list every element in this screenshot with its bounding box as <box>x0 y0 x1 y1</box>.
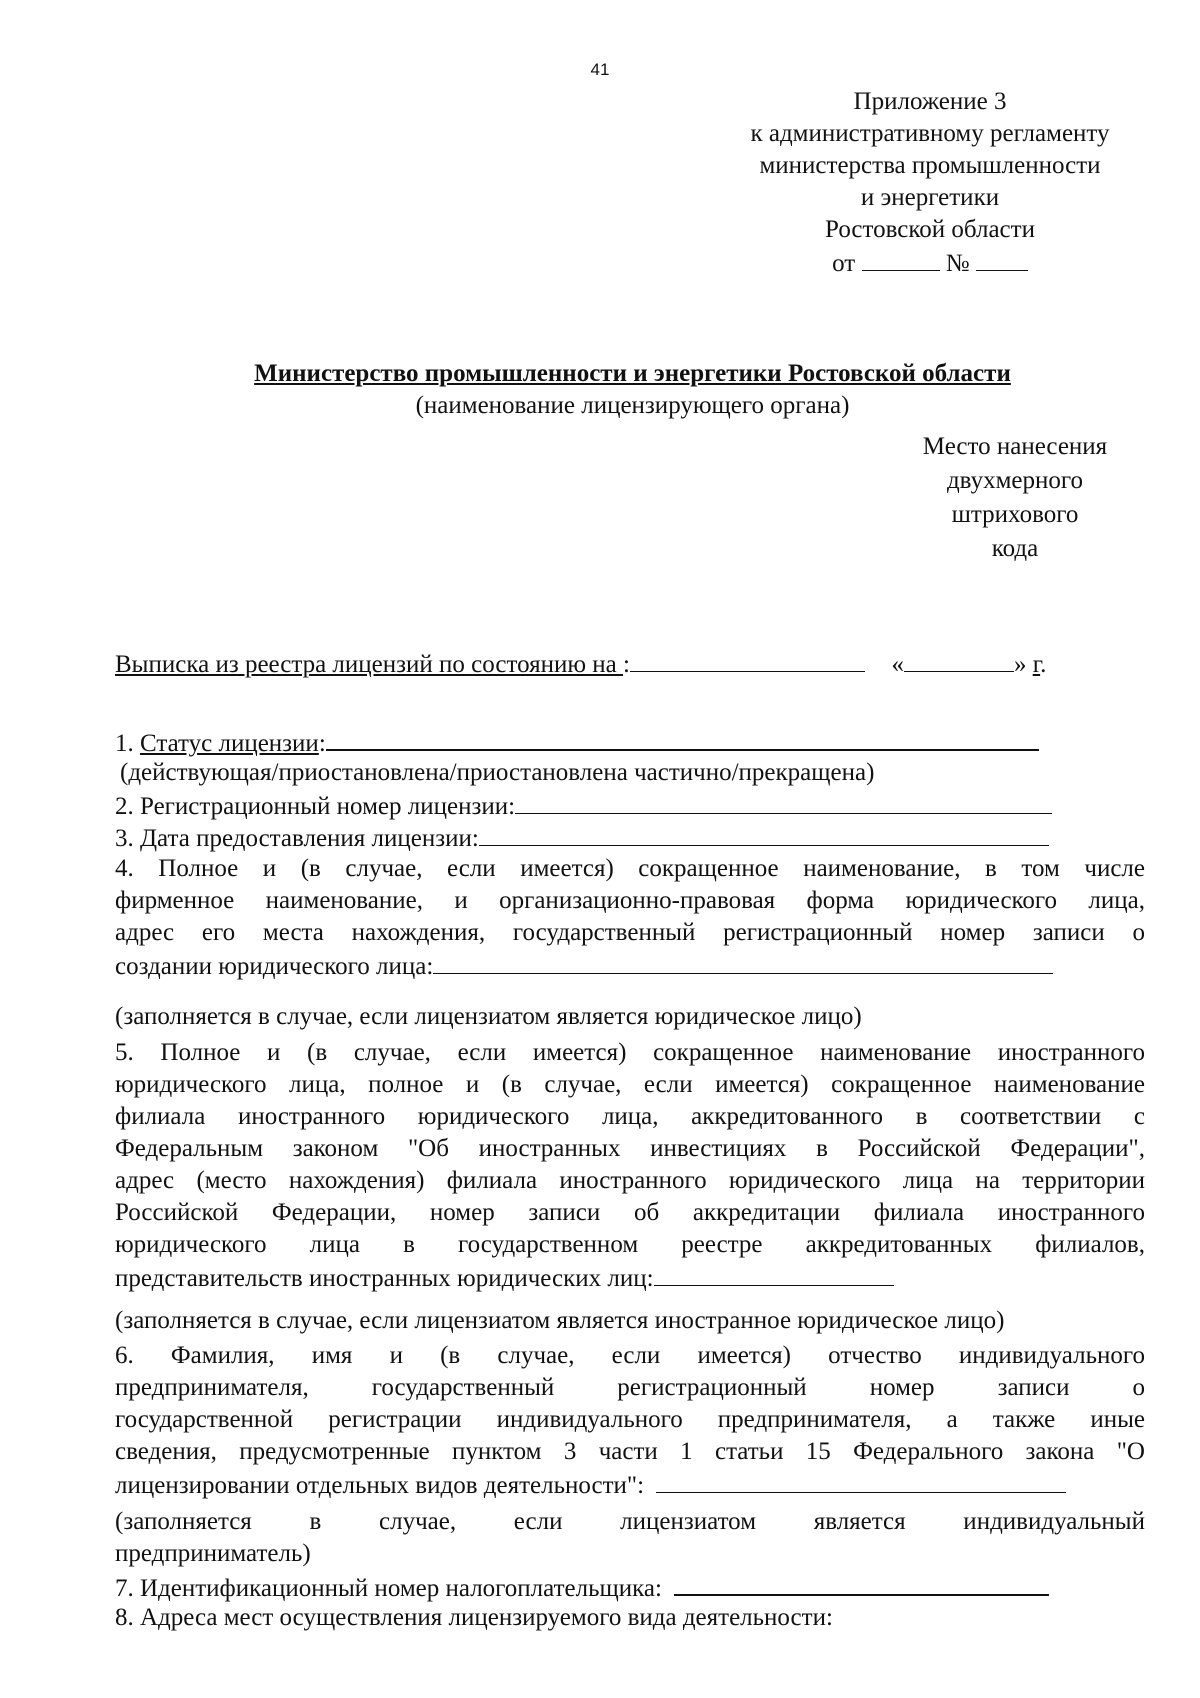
item-7-label: 7. Идентификационный номер налогоплательщика: <box>115 1575 662 1602</box>
extract-colon: : <box>623 651 630 678</box>
item-5-line: Федеральным законом "Об иностранных инвестициях в Российской Федерации", <box>115 1135 1145 1162</box>
extract-date-blank <box>630 647 865 672</box>
year-dot: . <box>1040 651 1047 678</box>
ministry-block <box>0 358 1200 422</box>
item-5-line: филиала иностранного юридического лица, аккредитованного в соответствии с <box>115 1103 1145 1130</box>
item-5-line: адрес (место нахождения) филиала иностранного юридического лица на территории <box>115 1167 1145 1194</box>
item-5-last-line <box>115 1261 1145 1295</box>
item-5-line: 5. Полное и (в случае, если имеется) сокращенное наименование иностранного <box>115 1039 1145 1066</box>
item-3 <box>115 821 1145 855</box>
item-6-line: предпринимателя, государственный регистрационный номер записи о <box>115 1374 1145 1401</box>
item-4 <box>115 853 1145 983</box>
extract-label: Выписка из реестра лицензий по состоянию на <box>115 651 623 678</box>
item-4-line: адрес его места нахождения, государственный регистрационный номер записи о <box>115 919 1145 946</box>
quote-close: » <box>1013 651 1027 678</box>
item-5-line: юридического лица, полное и (в случае, если имеется) сокращенное наименование <box>115 1071 1145 1098</box>
item-6-blank <box>656 1468 1066 1493</box>
barcode-line: штрихового <box>951 501 1079 528</box>
item-5-line: Российской Федерации, номер записи об аккредитации филиала иностранного <box>115 1199 1145 1226</box>
day-blank <box>904 647 1014 672</box>
item-3-label: 3. Дата предоставления лицензии: <box>115 825 479 852</box>
appendix-date-line <box>700 246 1160 280</box>
from-label: от <box>832 250 856 277</box>
appendix-line: и энергетики <box>860 184 1000 211</box>
extract-line <box>115 647 1145 681</box>
appendix-line: Приложение 3 <box>853 88 1007 115</box>
item-5-blank <box>654 1261 894 1286</box>
item-6-note <box>115 1506 1145 1570</box>
item-5-line: представительств иностранных юридических лиц: <box>115 1265 654 1292</box>
page-number: 41 <box>590 60 610 79</box>
item-6-line: 6. Фамилия, имя и (в случае, если имеется) отчество индивидуального <box>115 1342 1145 1369</box>
barcode-line: двухмерного <box>946 467 1084 494</box>
quote-open: « <box>891 651 904 678</box>
barcode-placeholder <box>900 430 1130 566</box>
item-1-colon: : <box>318 730 326 757</box>
number-sign: № <box>945 250 970 277</box>
item-4-note: (заполняется в случае, если лицензиатом является юридическое лицо) <box>115 1003 862 1030</box>
item-2-label: 2. Регистрационный номер лицензии: <box>115 793 516 820</box>
item-7-blank <box>674 1570 1049 1596</box>
item-7 <box>115 1570 1145 1605</box>
item-1-label: Статус лицензии <box>140 730 319 757</box>
item-2 <box>115 789 1145 823</box>
item-4-last-line <box>115 949 1145 983</box>
item-6-line: лицензировании отдельных видов деятельности": <box>115 1472 645 1499</box>
item-4-line: создании юридического лица: <box>115 953 434 980</box>
item-1-blank <box>326 725 1039 751</box>
item-1-note: (действующая/приостановлена/приостановлена частично/прекращена) <box>120 759 875 786</box>
item-1-number: 1. <box>115 730 140 757</box>
barcode-line: кода <box>991 535 1039 562</box>
item-4-blank <box>433 949 1053 974</box>
item-6-line: государственной регистрации индивидуального предпринимателя, а также иные <box>115 1406 1145 1433</box>
item-6 <box>115 1340 1145 1502</box>
number-blank <box>976 246 1028 271</box>
appendix-line: Ростовской области <box>825 216 1035 243</box>
barcode-line: Место нанесения <box>922 433 1108 460</box>
appendix-line: министерства промышленности <box>759 152 1101 179</box>
appendix-line: к административному регламенту <box>750 120 1110 147</box>
item-6-line: сведения, предусмотренные пунктом 3 части 1 статьи 15 Федерального закона "О <box>115 1438 1145 1465</box>
date-blank <box>862 246 940 271</box>
appendix-block <box>700 86 1160 280</box>
item-6-last-line <box>115 1468 1145 1502</box>
ministry-subtitle: (наименование лицензирующего органа) <box>415 392 850 419</box>
item-4-line: фирменное наименование, и организационно-правовая форма юридического лица, <box>115 887 1145 914</box>
ministry-title: Министерство промышленности и энергетики Ростовской области <box>254 360 1011 387</box>
item-5-line: юридического лица в государственном реестре аккредитованных филиалов, <box>115 1231 1145 1258</box>
item-5 <box>115 1037 1145 1295</box>
year-suffix: г <box>1032 651 1041 678</box>
item-6-note-line: (заполняется в случае, если лицензиатом является индивидуальный <box>115 1508 1145 1535</box>
item-3-blank <box>479 821 1049 846</box>
item-5-note: (заполняется в случае, если лицензиатом является иностранное юридическое лицо) <box>115 1307 1005 1334</box>
item-6-note-line: предприниматель) <box>115 1540 311 1567</box>
item-1 <box>115 725 1145 760</box>
item-8: 8. Адреса мест осуществления лицензируемого вида деятельности: <box>115 1604 833 1631</box>
item-4-line: 4. Полное и (в случае, если имеется) сокращенное наименование, в том числе <box>115 855 1145 882</box>
item-2-blank <box>515 789 1052 814</box>
